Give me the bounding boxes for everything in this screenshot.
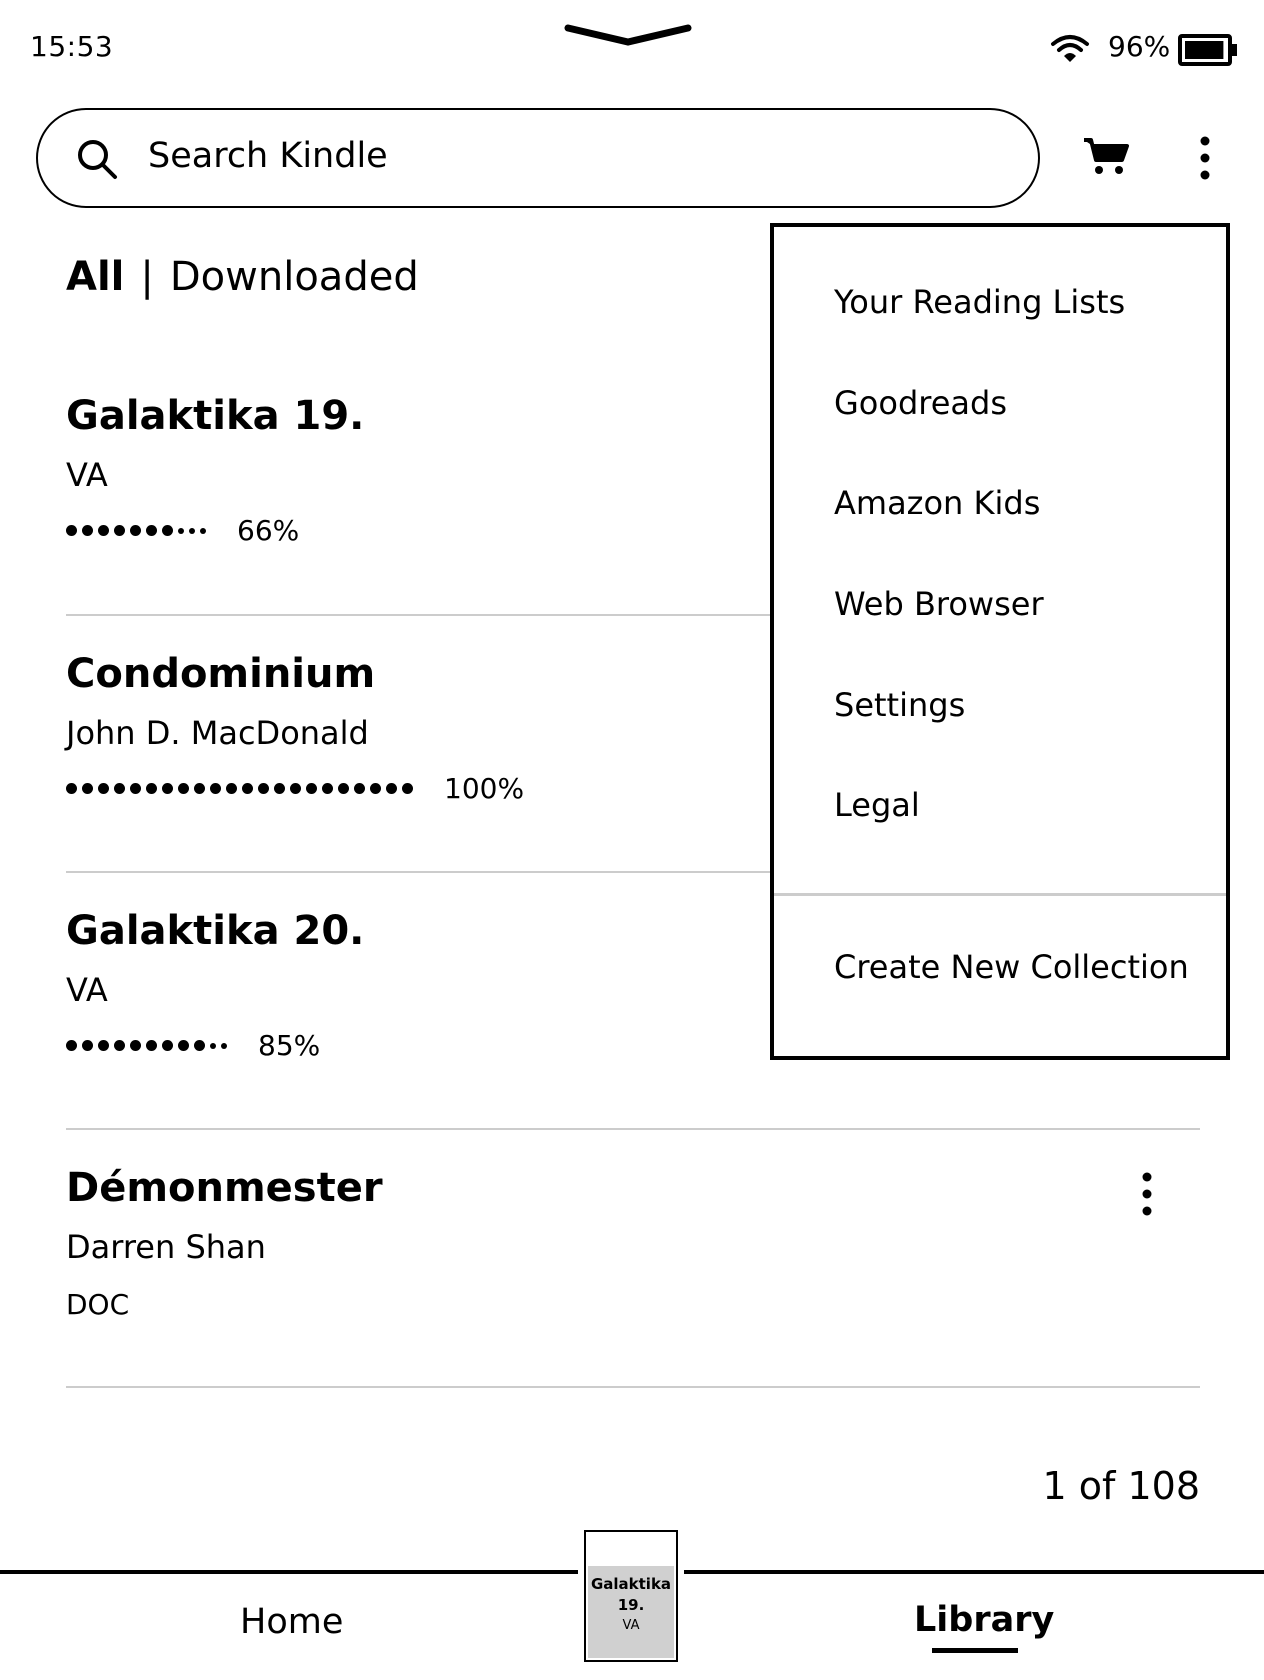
progress-dot-empty	[200, 528, 206, 534]
progress-dot-filled	[82, 783, 93, 794]
cover-title-line1: Galaktika	[590, 1575, 672, 1593]
bottom-bar-divider	[684, 1570, 1264, 1574]
progress-dot-filled	[210, 783, 221, 794]
filter-all[interactable]: All	[66, 254, 125, 300]
progress-percent: 66%	[237, 514, 300, 547]
progress-dot-filled	[114, 1040, 125, 1051]
search-input[interactable]	[36, 108, 1040, 208]
progress-dot-filled	[242, 783, 253, 794]
progress-dot-filled	[194, 1040, 205, 1051]
status-time: 15:53	[30, 30, 114, 63]
progress-dot-filled	[66, 525, 77, 536]
menu-item-create-collection[interactable]: Create New Collection	[834, 948, 1189, 986]
cart-icon[interactable]	[1082, 136, 1130, 176]
book-author: VA	[66, 456, 108, 494]
battery-percent: 96%	[1108, 30, 1171, 63]
book-author: VA	[66, 971, 108, 1009]
progress-dot-filled	[258, 783, 269, 794]
progress-dot-filled	[162, 1040, 173, 1051]
progress-dot-filled	[130, 1040, 141, 1051]
list-divider	[66, 1386, 1200, 1388]
search-icon	[76, 138, 118, 180]
more-vertical-icon[interactable]	[1196, 136, 1214, 180]
progress-dot-empty	[210, 1043, 216, 1049]
list-divider	[66, 1128, 1200, 1130]
chevron-down-icon[interactable]	[564, 20, 692, 50]
tab-library[interactable]: Library	[914, 1600, 1055, 1640]
progress-dot-filled	[354, 783, 365, 794]
progress-dot-filled	[98, 525, 109, 536]
progress-dot-filled	[146, 1040, 157, 1051]
book-title: Condominium	[66, 651, 376, 697]
progress-dots	[66, 525, 211, 536]
progress-dot-empty	[221, 1043, 227, 1049]
bottom-bar-divider	[0, 1570, 578, 1574]
progress-dot-filled	[146, 525, 157, 536]
progress-dot-filled	[402, 783, 413, 794]
progress-dot-filled	[178, 783, 189, 794]
progress-dot-filled	[82, 1040, 93, 1051]
book-item[interactable]	[66, 1165, 1200, 1321]
progress-dot-filled	[82, 525, 93, 536]
progress-percent: 100%	[444, 772, 525, 805]
progress-dot-filled	[146, 783, 157, 794]
wifi-icon	[1050, 32, 1090, 64]
menu-item-reading-lists[interactable]: Your Reading Lists	[834, 283, 1126, 321]
progress-dot-filled	[98, 1040, 109, 1051]
progress-dot-filled	[98, 783, 109, 794]
book-format: DOC	[66, 1288, 130, 1321]
menu-item-settings[interactable]: Settings	[834, 686, 966, 724]
progress-dot-filled	[322, 783, 333, 794]
menu-item-legal[interactable]: Legal	[834, 786, 920, 824]
filter-separator: |	[140, 254, 154, 300]
progress-dot-filled	[114, 525, 125, 536]
progress-percent: 85%	[258, 1029, 321, 1062]
progress-dot-filled	[130, 783, 141, 794]
search-placeholder: Search Kindle	[148, 136, 388, 176]
progress-dot-empty	[189, 528, 195, 534]
book-author: Darren Shan	[66, 1228, 266, 1266]
menu-divider	[774, 893, 1226, 896]
progress-dot-filled	[162, 783, 173, 794]
progress-dot-filled	[66, 1040, 77, 1051]
progress-dot-filled	[178, 1040, 189, 1051]
progress-dot-filled	[194, 783, 205, 794]
active-tab-indicator	[932, 1648, 1018, 1653]
progress-dot-filled	[114, 783, 125, 794]
book-title: Démonmester	[66, 1165, 383, 1211]
book-author: John D. MacDonald	[66, 714, 369, 752]
overflow-menu	[770, 223, 1230, 1060]
cover-title-line2: 19.	[617, 1596, 645, 1614]
book-title: Galaktika 19.	[66, 393, 365, 439]
progress-dot-filled	[162, 525, 173, 536]
book-title: Galaktika 20.	[66, 908, 365, 954]
progress-dot-filled	[370, 783, 381, 794]
menu-item-goodreads[interactable]: Goodreads	[834, 384, 1007, 422]
menu-item-web-browser[interactable]: Web Browser	[834, 585, 1044, 623]
progress-dots	[66, 783, 418, 794]
progress-dot-filled	[66, 783, 77, 794]
cover-art	[588, 1566, 674, 1658]
filter-downloaded[interactable]: Downloaded	[169, 254, 419, 300]
progress-dot-filled	[290, 783, 301, 794]
progress-dot-filled	[226, 783, 237, 794]
progress-dot-filled	[338, 783, 349, 794]
progress-dot-filled	[274, 783, 285, 794]
more-vertical-icon[interactable]	[1138, 1172, 1156, 1216]
library-filter	[66, 254, 419, 300]
progress-dot-filled	[386, 783, 397, 794]
tab-home[interactable]: Home	[240, 1602, 344, 1642]
page-count: 1 of 108	[1042, 1464, 1200, 1508]
menu-item-amazon-kids[interactable]: Amazon Kids	[834, 484, 1041, 522]
progress-dots	[66, 1040, 232, 1051]
progress-dot-filled	[306, 783, 317, 794]
progress-dot-filled	[130, 525, 141, 536]
current-book-cover[interactable]	[584, 1530, 678, 1662]
cover-author: VA	[622, 1618, 640, 1633]
battery-icon	[1178, 34, 1238, 66]
progress-dot-empty	[178, 528, 184, 534]
